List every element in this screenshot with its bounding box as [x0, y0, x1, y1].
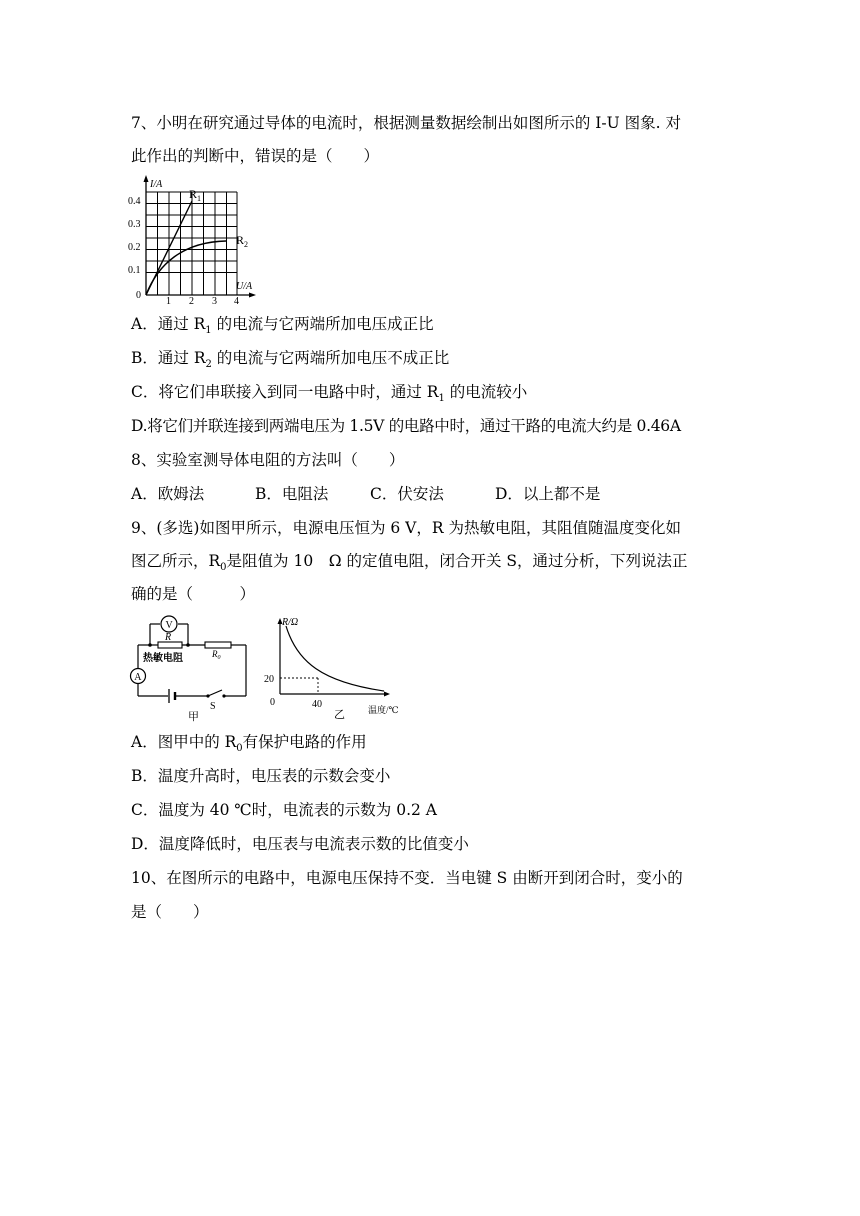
- q7-x-tick: 2: [189, 296, 194, 306]
- q9-stem-line2: 图乙所示，$R_0$是阻值为 10 Ω 的定值电阻，闭合开关 S，通过分析，下列说法正: [131, 552, 688, 574]
- q10-stem-line2: 是（ ）: [131, 903, 209, 921]
- q7-option-b: B．通过 $R_2$ 的电流与它两端所加电压不成正比: [131, 349, 450, 371]
- ammeter-label: A: [134, 672, 142, 683]
- q9-x-tick: 40: [312, 699, 322, 710]
- voltmeter-label: V: [165, 620, 173, 631]
- q7-r1-label: $R_1$: [189, 187, 202, 203]
- q7-r2-label: $R_2$: [236, 233, 249, 249]
- q9-stem-line1: 9、(多选)如图甲所示，电源电压恒为 6 V，R 为热敏电阻，其阻值随温度变化如: [131, 519, 681, 537]
- thermistor-symbol: R: [165, 632, 172, 643]
- r0-label: $R_0$: [212, 649, 221, 661]
- q9-stem-line3: 确的是（ ）: [131, 585, 256, 603]
- q7-y-axis-label: I/A: [150, 179, 163, 190]
- q9-resistance-temperature-graph: [262, 612, 422, 722]
- q9-graph-axes: [280, 622, 386, 694]
- q8-option-a: A．欧姆法: [131, 485, 205, 503]
- q9-option-b: B．温度升高时，电压表的示数会变小: [131, 767, 391, 785]
- r0-resistor-icon: [205, 642, 231, 648]
- figure-yi-caption: 乙: [334, 709, 345, 721]
- q7-y-arrow: [144, 175, 149, 182]
- switch-label: S: [210, 701, 216, 712]
- q7-x-tick: 3: [212, 296, 217, 306]
- q9-y-tick: 20: [264, 674, 274, 685]
- q7-x-tick: 1: [166, 296, 171, 306]
- q7-y-tick: 0.4: [128, 196, 141, 207]
- q7-stem-line1: 7、小明在研究通过导体的电流时，根据测量数据绘制出如图所示的 I-U 图象. 对: [131, 114, 681, 132]
- q7-y-tick: 0.1: [128, 265, 141, 276]
- q7-iu-graph: [128, 172, 268, 306]
- figure-jia-caption: 甲: [188, 711, 199, 722]
- q7-option-a: A．通过 $R_1$ 的电流与它两端所加电压成正比: [131, 315, 434, 337]
- q9-origin: 0: [270, 697, 275, 708]
- junction-dot: [186, 643, 190, 647]
- q8-stem: 8、实验室测导体电阻的方法叫（ ）: [131, 451, 405, 469]
- q9-option-d: D．温度降低时，电压表与电流表示数的比值变小: [131, 835, 469, 853]
- q7-option-d: D.将它们并联连接到两端电压为 1.5V 的电路中时，通过干路的电流大约是 0.46A: [131, 417, 681, 435]
- q7-x-axis-label: U/A: [236, 281, 253, 292]
- q7-origin: 0: [136, 290, 141, 301]
- q9-option-c: C．温度为 40 ℃时，电流表的示数为 0.2 A: [131, 801, 437, 819]
- thermistor-label: 热敏电阻: [143, 653, 183, 664]
- q9-dashed-guide: [280, 678, 318, 694]
- junction-dot: [148, 643, 152, 647]
- q7-stem-line2: 此作出的判断中，错误的是（ ）: [131, 147, 380, 165]
- q9-circuit-diagram: [128, 612, 258, 722]
- q7-option-c: C．将它们串联接入到同一电路中时，通过 $R_1$ 的电流较小: [131, 383, 528, 405]
- q9-rt-curve: [286, 626, 384, 691]
- switch-icon: [222, 694, 225, 697]
- q9-x-axis-label: 温度/℃: [368, 705, 399, 715]
- q7-y-tick: 0.2: [128, 242, 141, 253]
- q7-y-tick: 0.3: [128, 219, 141, 230]
- switch-icon: [208, 690, 222, 696]
- q8-option-b: B．电阻法: [255, 485, 329, 503]
- q8-option-d: D．以上都不是: [495, 485, 601, 503]
- q7-x-tick: 4: [234, 296, 239, 306]
- q10-stem-line1: 10、在图所示的电路中，电源电压保持不变．当电键 S 由断开到闭合时，变小的: [131, 869, 683, 887]
- q9-x-arrow: [384, 692, 390, 697]
- q9-y-axis-label: R/Ω: [282, 617, 299, 628]
- q8-option-c: C．伏安法: [370, 485, 444, 503]
- q7-x-arrow: [249, 293, 256, 298]
- q9-option-a: A．图甲中的 $R_0$有保护电路的作用: [131, 733, 367, 755]
